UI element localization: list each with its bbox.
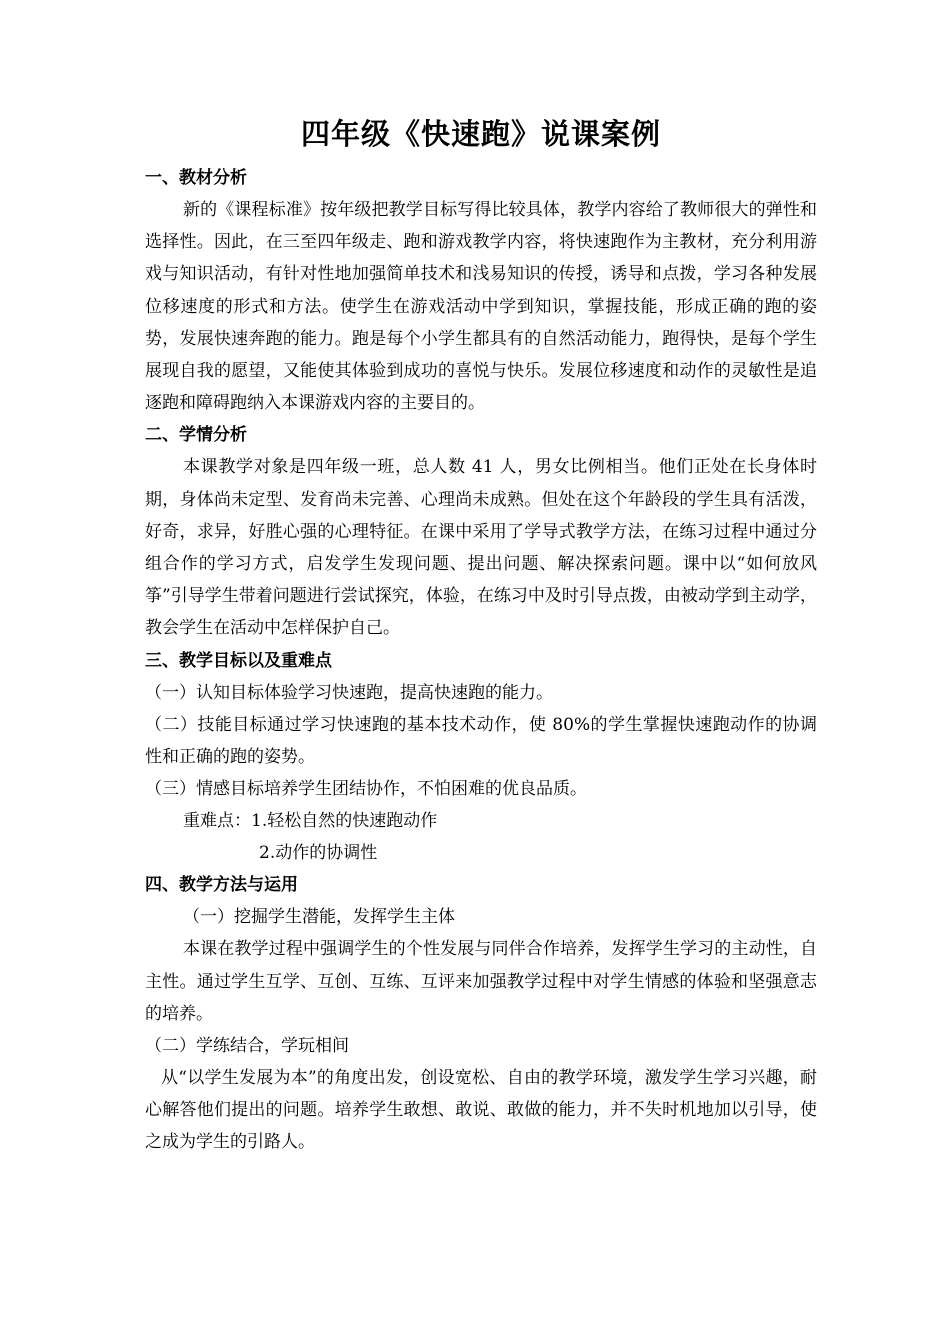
document-body (145, 112, 817, 1159)
method-paragraph-1: 本课在教学过程中强调学生的个性发展与同伴合作培养，发挥学生学习的主动性，自主性。通过学生互学、互创、互练、互评来加强教学过程中对学生情感的体验和坚强意志的培养。 (145, 939, 817, 1024)
document-title: 四年级《快速跑》说课案例 (300, 117, 661, 151)
textbook-analysis-paragraph: 新的《课程标准》按年级把教学目标写得比较具体，教学内容给了教师很大的弹性和选择性。因此，在三至四年级走、跑和游戏教学内容，将快速跑作为主教材，充分利用游戏与知识活动，有针对性地加强简单技术和浅易知识的传授，诱导和点拨，学习各种发展位移速度的形式和方法。使学生在游戏活动中学到知识，掌握技能，形成正确的跑的姿势，发展快速奔跑的能力。跑是每个小学生都具有的自然活动能力，跑得快，是每个学生展现自我的愿望，又能使其体验到成功的喜悦与快乐。发展位移速度和动作的灵敏性是追逐跑和障碍跑纳入本课游戏内容的主要目的。 (145, 200, 817, 414)
goal-skill: （二）技能目标通过学习快速跑的基本技术动作，使 80%的学生掌握快速跑动作的协调性和正确的跑的姿势。 (145, 714, 817, 768)
key-point-1: 重难点：1.轻松自然的快速跑动作 (183, 811, 438, 832)
goal-emotional: （三）情感目标培养学生团结协作，不怕困难的优良品质。 (145, 779, 587, 800)
section-heading-textbook-analysis: 一、教材分析 (145, 168, 247, 188)
key-point-2: 2.动作的协调性 (259, 843, 378, 864)
section-heading-student-analysis: 二、学情分析 (145, 425, 247, 446)
student-analysis-paragraph: 本课教学对象是四年级一班，总人数 41 人，男女比例相当。他们正处在长身体时期，身体尚未定型、发育尚未完善、心理尚未成熟。但处在这个年龄段的学生具有活泼，好奇，求异，好胜心强的心理特征。在课中采用了学导式教学方法，在练习过程中通过分组合作的学习方式，启发学生发现问题、提出问题、解决探索问题。课中以“如何放风筝”引导学生带着问题进行尝试探究，体验，在练习中及时引导点拨，由被动学到主动学，教会学生在活动中怎样保护自己。 (145, 457, 817, 639)
method-subheading-2: （二）学练结合，学玩相间 (145, 1036, 349, 1057)
method-paragraph-2: 从“以学生发展为本”的角度出发，创设宽松、自由的教学环境，激发学生学习兴趣，耐心解答他们提出的问题。培养学生敢想、敢说、敢做的能力，并不失时机地加以引导，使之成为学生的引路人。 (145, 1068, 817, 1153)
goal-cognitive: （一）认知目标体验学习快速跑，提高快速跑的能力。 (145, 682, 553, 703)
method-subheading-1: （一）挖掘学生潜能，发挥学生主体 (183, 907, 455, 928)
section-heading-teaching-methods: 四、教学方法与运用 (145, 875, 298, 896)
section-heading-teaching-goals: 三、教学目标以及重难点 (145, 650, 332, 671)
